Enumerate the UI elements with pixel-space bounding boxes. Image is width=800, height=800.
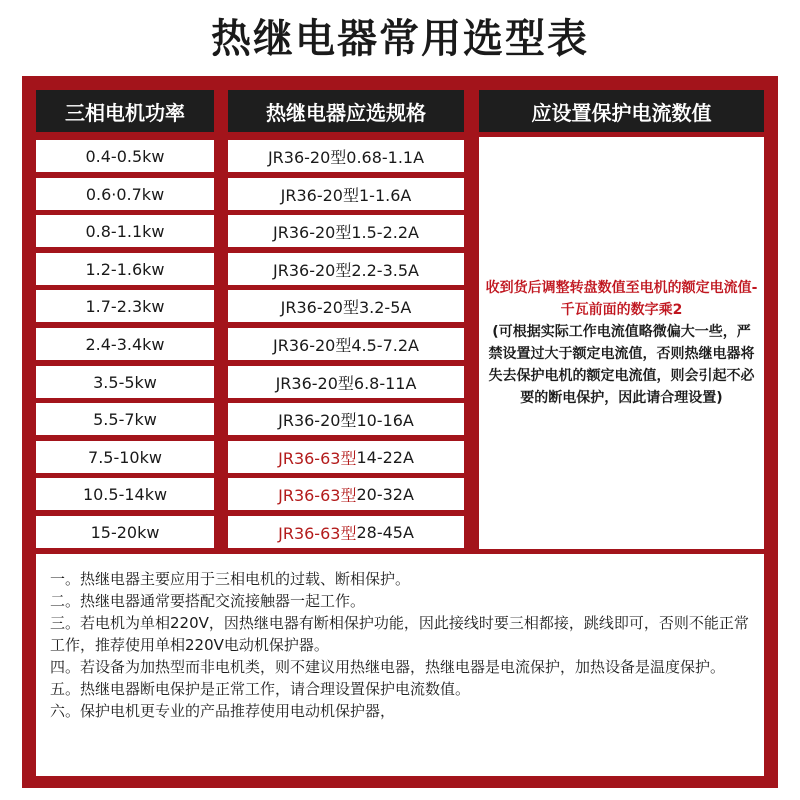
relay-spec-cell (228, 441, 464, 473)
relay-spec-text: JR36-20型4.5-7.2A (273, 335, 419, 355)
relay-spec-cell (228, 478, 464, 510)
page-title: 热继电器常用选型表 (211, 16, 589, 62)
relay-spec-text: 14-22A (356, 447, 414, 467)
relay-spec-text: 20-32A (356, 484, 414, 504)
current-setting-note (479, 137, 764, 549)
header-current-setting: 应设置保护电流数值 (479, 90, 764, 132)
relay-spec-text: JR36-20型10-16A (278, 410, 414, 430)
setting-note-detail: (可根据实际工作电流值略微偏大一些，严禁设置过大于额定电流值，否则热继电器将失去保护电机的额定电流值，则会引起不必要的断电保护，因此请合理设置) (488, 324, 755, 406)
motor-power-cell: 0.8-1.1kw (36, 215, 214, 247)
relay-model-highlight: JR36-63型 (278, 523, 357, 543)
relay-spec-cell (228, 215, 464, 247)
relay-spec-text: JR36-20型1.5-2.2A (273, 222, 419, 242)
motor-power-cell: 0.4-0.5kw (36, 140, 214, 172)
relay-spec-cell (228, 366, 464, 398)
note-item-1: 一。热继电器主要应用于三相电机的过载、断相保护。 (50, 570, 411, 588)
header-relay-spec: 热继电器应选规格 (228, 90, 464, 132)
motor-power-cell: 1.7-2.3kw (36, 290, 214, 322)
relay-spec-text: 28-45A (356, 522, 414, 542)
motor-power-cell: 10.5-14kw (36, 478, 214, 510)
relay-spec-text: JR36-20型0.68-1.1A (267, 147, 425, 167)
relay-spec-cell (228, 253, 464, 285)
note-item-4: 四。若设备为加热型而非电机类，则不建议用热继电器，热继电器是电流保护，加热设备是温度保护。 (50, 658, 726, 676)
motor-power-cell: 1.2-1.6kw (36, 253, 214, 285)
relay-spec-cell (228, 140, 464, 172)
motor-power-cell: 7.5-10kw (36, 441, 214, 473)
relay-model-highlight: JR36-63型 (278, 485, 357, 505)
relay-spec-text: JR36-20型1-1.6A (280, 185, 412, 205)
relay-spec-cell (228, 178, 464, 210)
relay-spec-text: JR36-20型2.2-3.5A (273, 260, 419, 280)
notes-list (36, 554, 764, 776)
note-item-2: 二。热继电器通常要搭配交流接触器一起工作。 (50, 592, 366, 610)
note-item-5: 五。热继电器断电保护是正常工作，请合理设置保护电流数值。 (50, 680, 471, 698)
relay-spec-cell (228, 516, 464, 548)
relay-spec-cell (228, 328, 464, 360)
motor-power-cell: 15-20kw (36, 516, 214, 548)
header-motor-power: 三相电机功率 (36, 90, 214, 132)
note-item-6: 六。保护电机更专业的产品推荐使用电动机保护器， (50, 702, 396, 720)
setting-note-highlight: 收到货后调整转盘数值至电机的额定电流值-千瓦前面的数字乘2 (485, 280, 758, 318)
relay-spec-cell (228, 290, 464, 322)
motor-power-cell: 3.5-5kw (36, 366, 214, 398)
relay-spec-cell (228, 403, 464, 435)
relay-model-highlight: JR36-63型 (278, 448, 357, 468)
relay-spec-text: JR36-20型6.8-11A (275, 373, 417, 393)
note-item-3: 三。若电机为单相220V，因热继电器有断相保护功能，因此接线时要三相都接，跳线即可，否则不能正常工作，推荐使用单相220V电动机保护器。 (50, 614, 749, 654)
motor-power-cell: 5.5-7kw (36, 403, 214, 435)
motor-power-cell: 0.6·0.7kw (36, 178, 214, 210)
relay-spec-text: JR36-20型3.2-5A (280, 297, 412, 317)
motor-power-cell: 2.4-3.4kw (36, 328, 214, 360)
